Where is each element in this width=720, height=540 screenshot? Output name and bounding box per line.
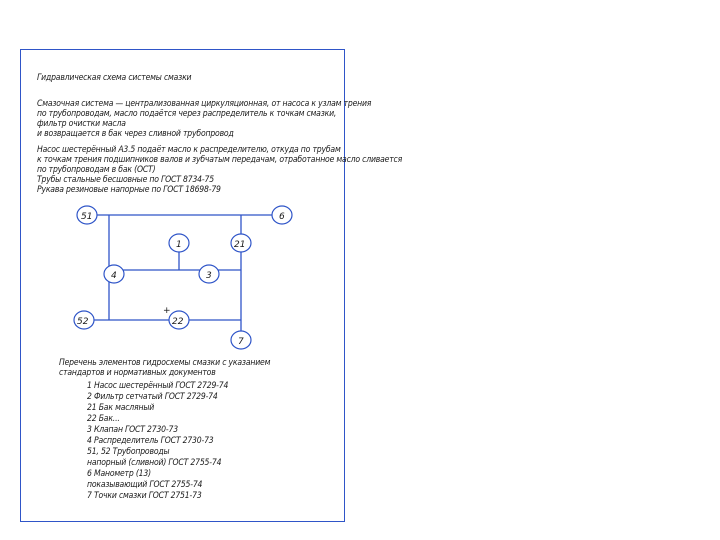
legend-item: 6 Манометр (13): [87, 468, 151, 478]
document-title: Гидравлическая схема системы смазки: [37, 72, 192, 82]
node-label: 51: [81, 212, 93, 222]
legend-item: 21 Бак масляный: [87, 402, 155, 412]
node-label: 21: [234, 240, 246, 250]
paragraph-line: Рукава резиновые напорные по ГОСТ 18698-79: [37, 184, 221, 194]
legend-item: 4 Распределитель ГОСТ 2730-73: [87, 435, 214, 445]
paragraph-line: Насос шестерённый А3.5 подаёт масло к распределителю, откуда по трубам: [37, 144, 341, 154]
paragraph-line: к точкам трения подшипников валов и зубчатым передачам, отработанное масло сливается: [37, 154, 403, 164]
node-label: 3: [206, 271, 212, 281]
legend-item: напорный (сливной) ГОСТ 2755-74: [87, 457, 222, 467]
paragraph-line: по трубопроводам, масло подаётся через распределитель к точкам смазки,: [37, 108, 337, 118]
node-label: 6: [279, 212, 285, 222]
node-label: 1: [176, 240, 182, 250]
paragraph-line: Смазочная система — централизованная циркуляционная, от насоса к узлам трения: [37, 98, 372, 108]
legend-item: 3 Клапан ГОСТ 2730-73: [87, 424, 178, 434]
schematic-nodes: [74, 206, 292, 349]
node-label: 4: [111, 271, 117, 281]
node-label: 52: [77, 317, 89, 327]
legend-item: 22 Бак...: [87, 413, 120, 423]
paragraph-line: фильтр очистки масла: [37, 118, 126, 128]
plus-mark: +: [163, 306, 171, 316]
legend-item: показывающий ГОСТ 2755-74: [87, 479, 203, 489]
legend-intro-line: стандартов и нормативных документов: [59, 367, 216, 377]
node-label: 7: [238, 337, 244, 347]
legend-item: 51, 52 Трубопроводы: [87, 446, 170, 456]
legend-intro-line: Перечень элементов гидросхемы смазки с указанием: [59, 357, 271, 367]
paragraph-line: по трубопроводам в бак (ОСТ): [37, 164, 156, 174]
node-label: 22: [172, 317, 184, 327]
legend-item: 2 Фильтр сетчатый ГОСТ 2729-74: [87, 391, 218, 401]
document-sheet: [20, 49, 403, 522]
hydraulic-schematic: [21, 50, 346, 523]
legend-item: 7 Точки смазки ГОСТ 2751-73: [87, 490, 202, 500]
paragraph-line: и возвращается в бак через сливной трубопровод: [37, 128, 234, 138]
legend-item: 1 Насос шестерённый ГОСТ 2729-74: [87, 380, 229, 390]
paragraph-line: Трубы стальные бесшовные по ГОСТ 8734-75: [37, 174, 214, 184]
